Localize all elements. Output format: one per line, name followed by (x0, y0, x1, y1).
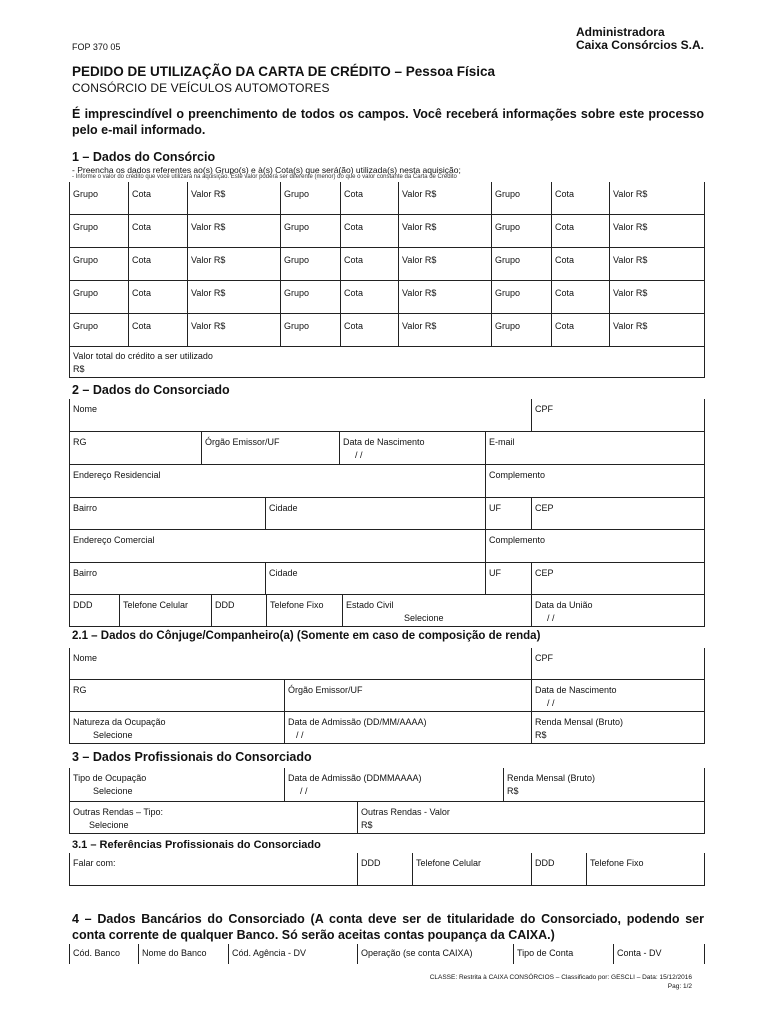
rule (704, 345, 705, 378)
quota-grupo-field[interactable]: Grupo (284, 288, 310, 298)
rule (187, 281, 188, 314)
rule (284, 712, 285, 744)
falar-com-label: Falar com: (73, 858, 116, 868)
rule (187, 182, 188, 215)
page-title: PEDIDO DE UTILIZAÇÃO DA CARTA DE CRÉDITO – Pessoa Física (72, 64, 496, 79)
rule (551, 215, 552, 248)
quota-cota-field[interactable]: Cota (132, 189, 152, 199)
rule (531, 563, 532, 595)
rule (69, 833, 705, 834)
rule (609, 281, 610, 314)
conjuge-natureza-label: Natureza da Ocupação (73, 717, 166, 727)
rule (340, 248, 341, 281)
quota-cota-field[interactable]: Cota (555, 255, 575, 265)
rule (531, 680, 532, 712)
rule (551, 314, 552, 347)
rule (69, 801, 705, 802)
rule (339, 432, 340, 465)
cep-label: CEP (535, 503, 554, 513)
rule (69, 182, 70, 215)
rule (398, 248, 399, 281)
rule (284, 768, 285, 802)
rule (69, 853, 70, 886)
conjuge-rg-label: RG (73, 685, 87, 695)
renda-mensal-label: Renda Mensal (Bruto) (507, 773, 596, 783)
quota-cota-field[interactable]: Cota (555, 222, 575, 232)
page-subtitle: CONSÓRCIO DE VEÍCULOS AUTOMOTORES (72, 81, 330, 95)
rule (357, 853, 358, 886)
rule (491, 314, 492, 347)
rule (69, 711, 705, 712)
rule (69, 594, 705, 595)
rule (491, 248, 492, 281)
brand-line-1: Administradora (575, 25, 665, 39)
rule (69, 314, 70, 347)
email-label: E-mail (489, 437, 515, 447)
orgao-emissor-label: Órgão Emissor/UF (205, 437, 280, 447)
quota-cota-field[interactable]: Cota (132, 222, 152, 232)
rule (613, 944, 614, 964)
conjuge-orgao-label: Órgão Emissor/UF (288, 685, 363, 695)
rule (228, 944, 229, 964)
rule (211, 595, 212, 627)
uf-label: UF (489, 503, 501, 513)
rule (704, 768, 705, 802)
quota-cota-field[interactable]: Cota (344, 222, 364, 232)
bairro-label: Bairro (73, 503, 98, 513)
rule (69, 944, 70, 964)
rule (128, 281, 129, 314)
cod-agencia-field[interactable]: Cód. Agência - DV (232, 948, 307, 958)
rule (704, 648, 705, 680)
nome-label: Nome (73, 404, 98, 414)
rule (69, 529, 705, 530)
tipo-ocupacao-field[interactable]: Selecione (93, 786, 133, 796)
outras-rendas-tipo-field[interactable]: Selecione (89, 820, 129, 830)
rule (69, 345, 70, 378)
quota-valor-field[interactable]: Valor R$ (191, 255, 226, 265)
admissao-field[interactable]: / / (300, 786, 308, 796)
endereco-residencial-label: Endereço Residencial (73, 470, 161, 480)
rule (551, 281, 552, 314)
rule (69, 530, 70, 563)
rule (280, 215, 281, 248)
endereco-comercial-label: Endereço Comercial (73, 535, 155, 545)
rule (69, 563, 70, 595)
data-nascimento-label: Data de Nascimento (343, 437, 425, 447)
rule (485, 498, 486, 530)
quota-valor-field[interactable]: Valor R$ (191, 189, 226, 199)
form-code: FOP 370 05 (72, 42, 121, 52)
total-field[interactable]: R$ (73, 364, 85, 374)
rule (69, 680, 70, 712)
rule (513, 944, 514, 964)
rule (398, 281, 399, 314)
rule (704, 314, 705, 347)
footer (430, 973, 692, 991)
quota-grupo-field[interactable]: Grupo (495, 222, 521, 232)
rule (280, 248, 281, 281)
quota-cota-field[interactable]: Cota (344, 288, 364, 298)
rule (69, 679, 705, 680)
rule (69, 743, 705, 744)
rule (491, 215, 492, 248)
conjuge-renda-label: Renda Mensal (Bruto) (535, 717, 624, 727)
quota-valor-field[interactable]: Valor R$ (402, 255, 437, 265)
operacao-field[interactable]: Operação (se conta CAIXA) (361, 948, 473, 958)
quota-grupo-field[interactable]: Grupo (495, 255, 521, 265)
rule (704, 853, 705, 886)
rule (485, 563, 486, 595)
quota-valor-field[interactable]: Valor R$ (613, 288, 648, 298)
rule (586, 853, 587, 886)
quota-grupo-field[interactable]: Grupo (73, 255, 99, 265)
cep-comercial-label: CEP (535, 568, 554, 578)
rule (485, 465, 486, 498)
rule (69, 595, 70, 627)
data-uniao-field[interactable]: / / (547, 613, 555, 623)
rule (128, 215, 129, 248)
section-1-note: - Preencha os dados referentes ao(s) Grupo(s) e à(s) Cota(s) que será(ão) utilizada(s) nesta aquisição; (72, 165, 461, 175)
rule (704, 802, 705, 834)
rule (187, 215, 188, 248)
rule (69, 648, 70, 680)
cidade-comercial-label: Cidade (269, 568, 298, 578)
ref-telefone-celular-label: Telefone Celular (416, 858, 482, 868)
estado-civil-field[interactable]: Selecione (404, 613, 444, 623)
ddd-fixo-label: DDD (215, 600, 235, 610)
rule (531, 595, 532, 627)
brand-line-2: Caixa Consórcios S.A. (575, 38, 704, 52)
rule (357, 944, 358, 964)
footer-page-number: Pag: 1/2 (667, 983, 692, 990)
rule (609, 182, 610, 215)
rule (531, 399, 532, 432)
intro-text: É imprescindível o preenchimento de todos os campos. Você receberá informações sobre este processo pelo e-mail informado. (72, 107, 704, 137)
total-label: Valor total do crédito a ser utilizado (73, 351, 213, 361)
quota-valor-field[interactable]: Valor R$ (613, 222, 648, 232)
rule (704, 399, 705, 432)
rule (284, 680, 285, 712)
rule (69, 712, 70, 744)
rule (704, 530, 705, 563)
rule (704, 215, 705, 248)
complemento-label: Complemento (489, 470, 546, 480)
rule (69, 377, 705, 378)
conjuge-nome-label: Nome (73, 653, 98, 663)
quota-cota-field[interactable]: Cota (344, 255, 364, 265)
rule (138, 944, 139, 964)
data-nascimento-field[interactable]: / / (355, 450, 363, 460)
nome-banco-field[interactable]: Nome do Banco (142, 948, 207, 958)
rule (704, 680, 705, 712)
quota-cota-field[interactable]: Cota (344, 321, 364, 331)
bairro-comercial-label: Bairro (73, 568, 98, 578)
quota-grupo-field[interactable]: Grupo (284, 189, 310, 199)
rule (551, 182, 552, 215)
estado-civil-label: Estado Civil (346, 600, 394, 610)
rule (265, 563, 266, 595)
quota-valor-field[interactable]: Valor R$ (191, 321, 226, 331)
ddd-label: DDD (73, 600, 93, 610)
rule (398, 182, 399, 215)
rule (357, 802, 358, 834)
rule (69, 215, 70, 248)
quota-cota-field[interactable]: Cota (132, 321, 152, 331)
rule (69, 802, 70, 834)
rule (69, 768, 70, 802)
outras-rendas-tipo-label: Outras Rendas – Tipo: (73, 807, 164, 817)
quota-valor-field[interactable]: Valor R$ (613, 321, 648, 331)
footer-classification: CLASSE: Restrita à CAIXA CONSÓRCIOS – Classificado por: GESCLI – Data: 15/12/2016 (429, 974, 692, 981)
conjuge-cpf-label: CPF (535, 653, 553, 663)
rule (69, 281, 70, 314)
quota-valor-field[interactable]: Valor R$ (402, 321, 437, 331)
quota-cota-field[interactable]: Cota (555, 288, 575, 298)
rule (266, 595, 267, 627)
section-4-title: 4 – Dados Bancários do Consorciado (A conta deve ser de titularidade do Consorciado, podendo ser conta corrente de qualquer Banco. Só serão aceitas contas poupança da CAIXA.) (72, 912, 704, 942)
quota-grupo-field[interactable]: Grupo (495, 288, 521, 298)
rule (609, 248, 610, 281)
conjuge-natureza-field[interactable]: Selecione (93, 730, 133, 740)
conta-field[interactable]: Conta - DV (617, 948, 662, 958)
quota-valor-field[interactable]: Valor R$ (191, 288, 226, 298)
outras-rendas-valor-label: Outras Rendas - Valor (361, 807, 450, 817)
rule (69, 626, 705, 627)
rule (531, 853, 532, 886)
rule (531, 648, 532, 680)
quota-valor-field[interactable]: Valor R$ (613, 255, 648, 265)
rule (485, 530, 486, 563)
rule (69, 498, 70, 530)
conjuge-renda-field[interactable]: R$ (535, 730, 547, 740)
rule (187, 314, 188, 347)
rule (128, 314, 129, 347)
rule (704, 248, 705, 281)
cidade-label: Cidade (269, 503, 298, 513)
rule (265, 498, 266, 530)
rule (69, 432, 70, 465)
quota-valor-field[interactable]: Valor R$ (402, 288, 437, 298)
rule (69, 464, 705, 465)
rule (128, 182, 129, 215)
data-uniao-label: Data da União (535, 600, 593, 610)
rule (69, 431, 705, 432)
rule (69, 885, 705, 886)
rule (340, 215, 341, 248)
rule (340, 314, 341, 347)
rule (342, 595, 343, 627)
rule (485, 432, 486, 465)
telefone-fixo-label: Telefone Fixo (270, 600, 324, 610)
quota-cota-field[interactable]: Cota (132, 288, 152, 298)
rule (503, 768, 504, 802)
section-1-note-small: - Informe o valor do crédito que você utilizará na aquisição. Este valor poderá ser diferente (menor) do que o valor constante da Carta de Crédito (72, 174, 457, 180)
cod-banco-field[interactable]: Cód. Banco (73, 948, 121, 958)
quota-valor-field[interactable]: Valor R$ (191, 222, 226, 232)
quota-cota-field[interactable]: Cota (132, 255, 152, 265)
conjuge-nascimento-label: Data de Nascimento (535, 685, 617, 695)
quota-cota-field[interactable]: Cota (555, 321, 575, 331)
quota-valor-field[interactable]: Valor R$ (613, 189, 648, 199)
rule (491, 182, 492, 215)
rule (69, 346, 705, 347)
section-3-title: 3 – Dados Profissionais do Consorciado (72, 750, 312, 764)
tipo-conta-field[interactable]: Tipo de Conta (517, 948, 574, 958)
rule (704, 498, 705, 530)
rule (704, 595, 705, 627)
rule (201, 432, 202, 465)
quota-grupo-field[interactable]: Grupo (73, 288, 99, 298)
quota-cota-field[interactable]: Cota (344, 189, 364, 199)
rule (128, 248, 129, 281)
ref-ddd-fixo-label: DDD (535, 858, 555, 868)
rule (69, 248, 70, 281)
rule (187, 248, 188, 281)
rule (609, 314, 610, 347)
rule (704, 563, 705, 595)
rule (704, 944, 705, 964)
rg-label: RG (73, 437, 87, 447)
section-3-1-title: 3.1 – Referências Profissionais do Consorciado (72, 839, 321, 851)
rule (69, 562, 705, 563)
rule (119, 595, 120, 627)
rule (340, 182, 341, 215)
rule (531, 498, 532, 530)
conjuge-admissao-field[interactable]: / / (296, 730, 304, 740)
section-1-title: 1 – Dados do Consórcio (72, 150, 216, 164)
quota-grupo-field[interactable]: Grupo (73, 222, 99, 232)
quota-grupo-field[interactable]: Grupo (284, 255, 310, 265)
quota-valor-field[interactable]: Valor R$ (402, 189, 437, 199)
quota-grupo-field[interactable]: Grupo (73, 189, 99, 199)
rule (551, 248, 552, 281)
quota-grupo-field[interactable]: Grupo (73, 321, 99, 331)
ref-telefone-fixo-label: Telefone Fixo (590, 858, 644, 868)
rule (609, 215, 610, 248)
tipo-ocupacao-label: Tipo de Ocupação (73, 773, 147, 783)
rule (69, 399, 70, 432)
outras-rendas-valor-field[interactable]: R$ (361, 820, 373, 830)
rule (398, 215, 399, 248)
section-2-1-title: 2.1 – Dados do Cônjuge/Companheiro(a) (Somente em caso de composição de renda) (72, 630, 541, 642)
conjuge-admissao-label: Data de Admissão (DD/MM/AAAA) (288, 717, 427, 727)
rule (398, 314, 399, 347)
rule (704, 465, 705, 498)
rule (69, 465, 70, 498)
section-2-title: 2 – Dados do Consorciado (72, 383, 230, 397)
cpf-label: CPF (535, 404, 553, 414)
rule (412, 853, 413, 886)
rule (704, 432, 705, 465)
quota-cota-field[interactable]: Cota (555, 189, 575, 199)
rule (340, 281, 341, 314)
quota-grupo-field[interactable]: Grupo (495, 321, 521, 331)
complemento-comercial-label: Complemento (489, 535, 546, 545)
quota-grupo-field[interactable]: Grupo (284, 321, 310, 331)
rule (69, 497, 705, 498)
rule (491, 281, 492, 314)
rule (531, 712, 532, 744)
ref-ddd-label: DDD (361, 858, 381, 868)
rule (704, 712, 705, 744)
rule (704, 281, 705, 314)
quota-grupo-field[interactable]: Grupo (284, 222, 310, 232)
renda-mensal-field[interactable]: R$ (507, 786, 519, 796)
admissao-label: Data de Admissão (DDMMAAAA) (288, 773, 422, 783)
rule (704, 182, 705, 215)
rule (280, 281, 281, 314)
quota-valor-field[interactable]: Valor R$ (402, 222, 437, 232)
rule (280, 314, 281, 347)
brand-logo (576, 26, 704, 52)
telefone-celular-label: Telefone Celular (123, 600, 189, 610)
conjuge-nascimento-field[interactable]: / / (547, 698, 555, 708)
rule (280, 182, 281, 215)
uf-comercial-label: UF (489, 568, 501, 578)
quota-grupo-field[interactable]: Grupo (495, 189, 521, 199)
